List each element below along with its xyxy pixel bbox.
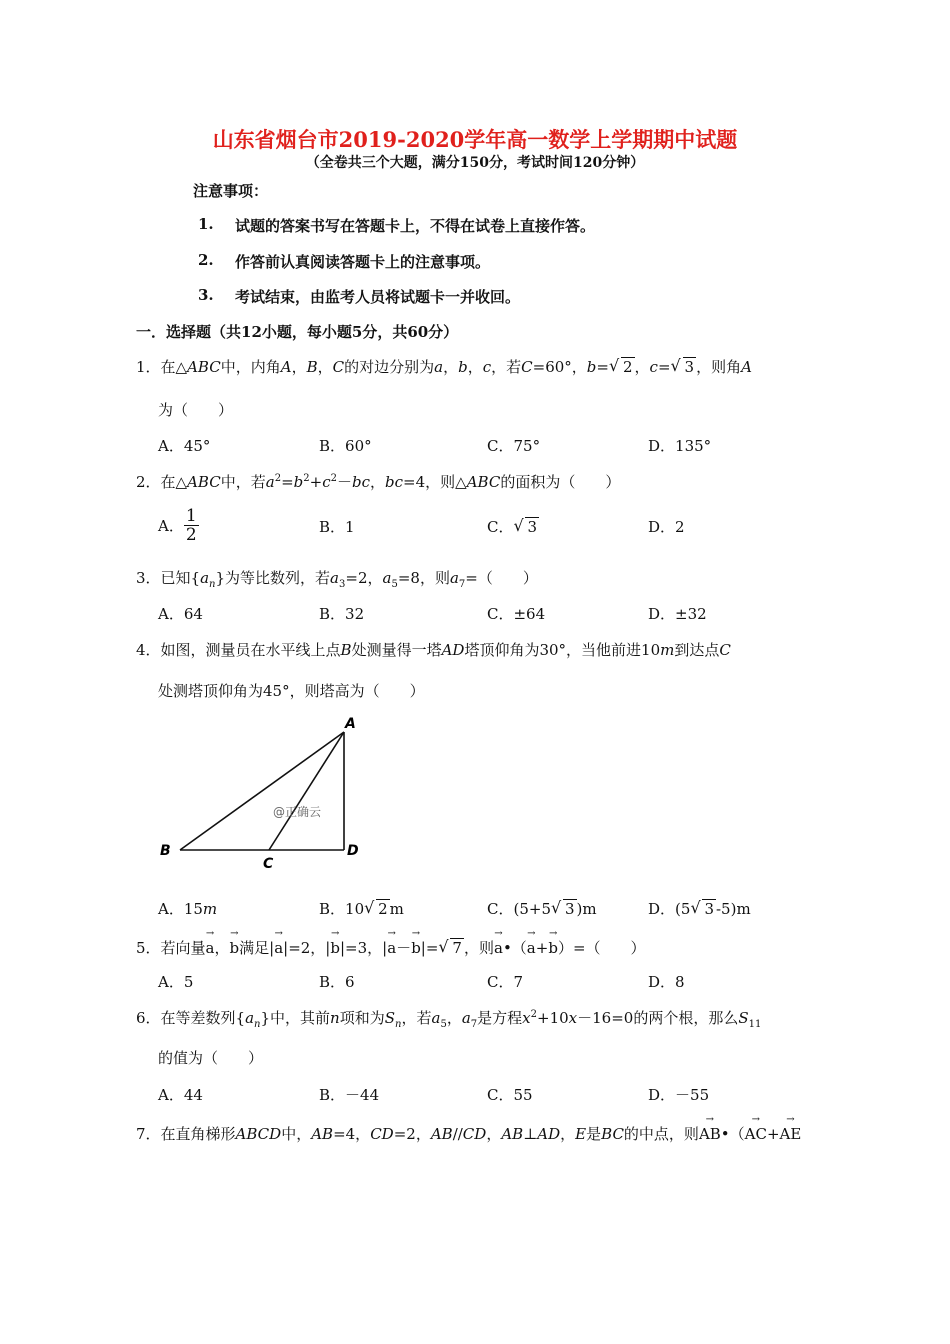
option-a: A．44 xyxy=(158,1086,203,1104)
option-a: A．5 xyxy=(158,973,194,991)
notice-item-number: 1. xyxy=(198,215,214,233)
question-1-line2: 为（ ） xyxy=(158,401,234,419)
figure-label-b: B xyxy=(160,843,171,859)
notice-item-number: 3. xyxy=(198,286,214,304)
option-a: A．15m xyxy=(158,900,218,918)
option-d: D．8 xyxy=(648,973,685,991)
option-b: B．6 xyxy=(319,973,355,991)
figure-label-c: C xyxy=(263,856,274,872)
vector-symbol: → a xyxy=(527,934,536,957)
question-7: 7．在直角梯形ABCD中，AB=4，CD=2，AB//CD，AB⊥AD，E是BC的中点，则→ AB•（→ AC+→ AE xyxy=(136,1120,801,1144)
option-c: C．(5+5√ 3 )m xyxy=(487,898,597,919)
option-d: D．2 xyxy=(648,518,685,536)
option-b: B．10√ 2 m xyxy=(319,898,404,919)
vector-symbol: → a xyxy=(274,934,283,957)
notice-item xyxy=(198,215,798,235)
vector-symbol: → a xyxy=(206,934,215,957)
option-d: D．－55 xyxy=(648,1086,710,1104)
exam-info: （全卷共三个大题，满分150分，考试时间120分钟） xyxy=(305,155,645,171)
option-a: A．64 xyxy=(158,605,203,623)
figure-label-a: A xyxy=(345,716,356,732)
sqrt-symbol: √ 2 xyxy=(365,900,390,918)
sqrt-symbol: √ 3 xyxy=(691,900,716,918)
figure-label-d: D xyxy=(347,843,359,859)
sqrt-symbol: √ 2 xyxy=(610,358,635,376)
notice-item xyxy=(198,286,798,306)
vector-symbol: → AC xyxy=(745,1120,767,1143)
question-2: 2．在△ABC中，若$a^2=b^2+c^2-bc$，bc=4，则△ABC的面积为（ ） xyxy=(136,473,621,491)
sqrt-symbol: √ 7 xyxy=(439,939,464,957)
question-1: 1．在△ABC中，内角A，B，C的对边分别为a，b，c，若C=60°，b=√ 2 ，c=√ 3 ，则角A xyxy=(136,356,752,377)
vector-symbol: → AB xyxy=(699,1120,721,1143)
option-b: B．1 xyxy=(319,518,355,536)
question-5: 5．若向量→ a，→ b满足|→ a|=2，|→ b|=3，|→ a－→ b|=√ 7 ，则→ a•（→ a+→ b）=（ ） xyxy=(136,934,646,958)
question-4: 4．如图，测量员在水平线上点B处测量得一塔AD塔顶仰角为30°，当他前进10m到达点C xyxy=(136,641,731,659)
sqrt-symbol: √ 3 xyxy=(514,518,539,536)
option-b: B．－44 xyxy=(319,1086,380,1104)
option-c: C．√ 3 xyxy=(487,516,539,537)
question-6: 6．在等差数列$\{a_n\}$中，其前n项和为$S_n$，若$a_5$，$a_7$是方程$x^2+10x-16=0$的两个根，那么$S_{11}$ xyxy=(136,1009,762,1030)
fraction: $\frac{1}{2}$ xyxy=(185,506,197,545)
option-c: C．±64 xyxy=(487,605,546,623)
option-d: D．±32 xyxy=(648,605,707,623)
triangle-figure xyxy=(150,712,370,877)
option-d: D．135° xyxy=(648,437,712,455)
section-heading: 一．选择题（共12小题，每小题5分，共60分） xyxy=(136,323,459,341)
option-b: B．32 xyxy=(319,605,365,623)
option-d: D．(5√ 3 -5)m xyxy=(648,898,751,919)
vector-symbol: → AE xyxy=(780,1120,802,1143)
question-6-line2: 的值为（ ） xyxy=(158,1049,264,1067)
question-4-line2: 处测塔顶仰角为45°，则塔高为（ ） xyxy=(158,682,425,700)
vector-symbol: → b xyxy=(330,934,340,957)
option-c: C．75° xyxy=(487,437,541,455)
vector-symbol: → a xyxy=(387,934,396,957)
sqrt-symbol: √ 3 xyxy=(672,358,697,376)
question-3: 3．已知$\{a_n\}$为等比数列，若$a_3=2$，$a_5=8$，则$a_7=$（ ） xyxy=(136,569,538,590)
notice-item-text: 试题的答案书写在答题卡上，不得在试卷上直接作答。 xyxy=(235,217,596,235)
page-title: 山东省烟台市2019-2020学年高一数学上学期期中试题 xyxy=(212,127,738,152)
notice-item xyxy=(198,251,798,271)
sqrt-symbol: √ 3 xyxy=(552,900,577,918)
notice-heading: 注意事项： xyxy=(193,182,269,200)
vector-symbol: → a xyxy=(494,934,503,957)
option-b: B．60° xyxy=(319,437,372,455)
option-a: A． $\frac{1}{2}$ xyxy=(158,506,197,545)
watermark: @正确云 xyxy=(273,805,322,819)
notice-item-text: 考试结束，由监考人员将试题卡一并收回。 xyxy=(235,288,521,306)
option-a: A．45° xyxy=(158,437,211,455)
option-c: C．7 xyxy=(487,973,524,991)
vector-symbol: → b xyxy=(230,934,240,957)
notice-item-text: 作答前认真阅读答题卡上的注意事项。 xyxy=(235,253,491,271)
option-c: C．55 xyxy=(487,1086,533,1104)
vector-symbol: → b xyxy=(411,934,421,957)
vector-symbol: → b xyxy=(548,934,558,957)
notice-item-number: 2. xyxy=(198,251,214,269)
